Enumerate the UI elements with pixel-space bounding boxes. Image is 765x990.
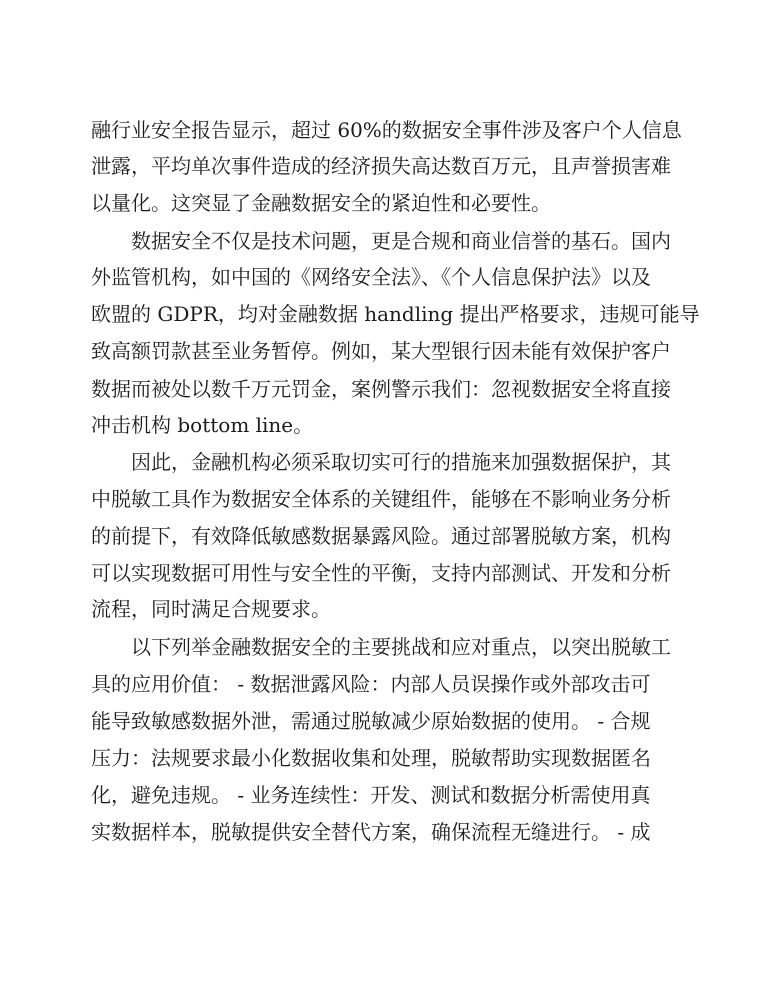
text-line: 能导致敏感数据外泄，需通过脱敏减少原始数据的使用。 - 合规 xyxy=(91,709,651,733)
text-line: 数据而被处以数千万元罚金，案例警示我们：忽视数据安全将直接 xyxy=(91,377,671,401)
text-line: 以下列举金融数据安全的主要挑战和应对重点，以突出脱敏工 xyxy=(131,635,671,659)
text-line: 外监管机构，如中国的《网络安全法》、《个人信息保护法》以及 xyxy=(91,265,651,289)
text-line: 的前提下，有效降低敏感数据暴露风险。通过部署脱敏方案，机构 xyxy=(91,524,671,548)
text-line: 压力：法规要求最小化数据收集和处理，脱敏帮助实现数据匿名 xyxy=(91,746,651,770)
text-line: 欧盟的 GDPR，均对金融数据 handling 提出严格要求，违规可能导 xyxy=(91,302,700,326)
text-line: 泄露，平均单次事件造成的经济损失高达数百万元，且声誉损害难 xyxy=(91,154,671,178)
text-line: 冲击机构 bottom line。 xyxy=(91,413,314,437)
text-line: 化，避免违规。 - 业务连续性：开发、测试和数据分析需使用真 xyxy=(91,783,651,807)
text-line: 实数据样本，脱敏提供安全替代方案，确保流程无缝进行。 - 成 xyxy=(91,820,651,844)
text-line: 可以实现数据可用性与安全性的平衡，支持内部测试、开发和分析 xyxy=(91,561,671,585)
text-line: 具的应用价值： - 数据泄露风险：内部人员误操作或外部攻击可 xyxy=(91,672,651,696)
text-line: 因此，金融机构必须采取切实可行的措施来加强数据保护，其 xyxy=(131,450,671,474)
text-line: 流程，同时满足合规要求。 xyxy=(91,597,331,621)
text-line: 融行业安全报告显示，超过 60%的数据安全事件涉及客户个人信息 xyxy=(91,118,682,142)
text-line: 以量化。这突显了金融数据安全的紧迫性和必要性。 xyxy=(91,191,551,215)
text-line: 数据安全不仅是技术问题，更是合规和商业信誉的基石。国内 xyxy=(131,229,671,253)
text-line: 致高额罚款甚至业务暂停。例如，某大型银行因未能有效保护客户 xyxy=(91,339,671,363)
text-line: 中脱敏工具作为数据安全体系的关键组件，能够在不影响业务分析 xyxy=(91,487,671,511)
